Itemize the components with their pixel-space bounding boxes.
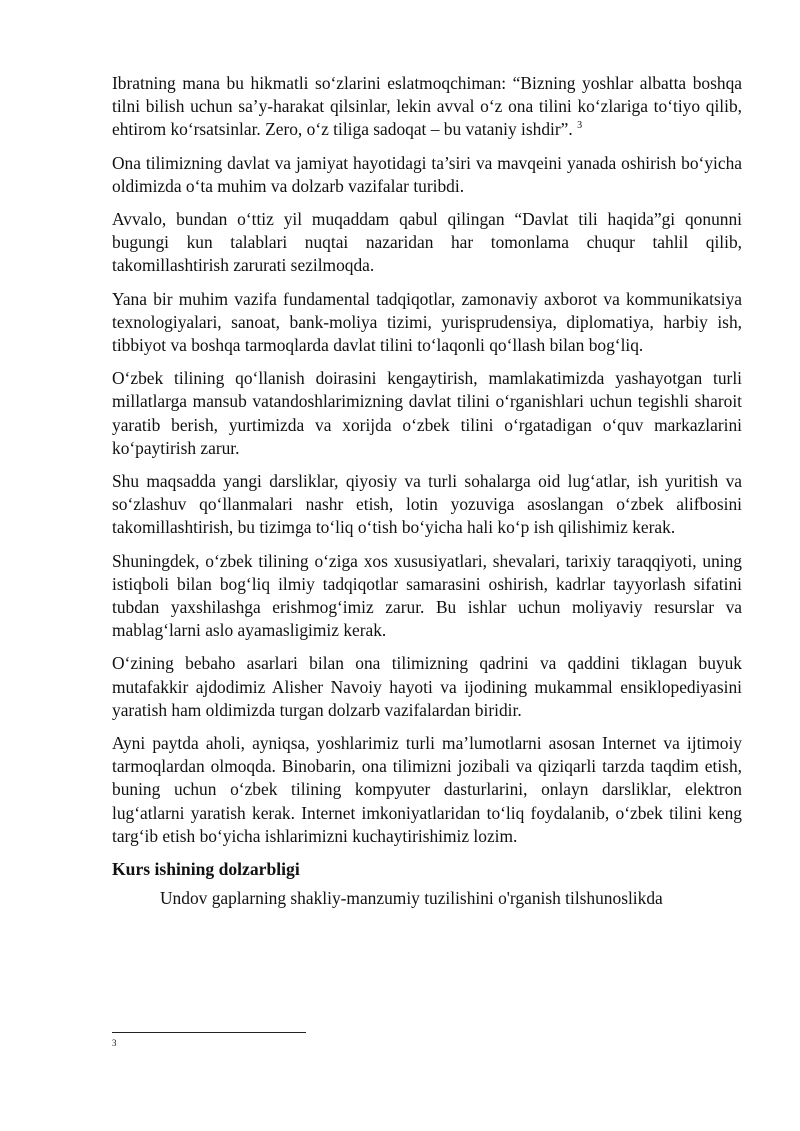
footnote-separator: [112, 1032, 306, 1033]
footnote-reference: 3: [577, 120, 583, 132]
paragraph-1: Ibratning mana bu hikmatli so‘zlarini eslatmoqchiman: “Bizning yoshlar albatta boshqa tilni bilish uchun sa’y-harakat qilsinlar, lekin avval o‘z ona tilini ko‘zlariga to‘tiyo qilib, ehtirom ko‘rsatsinlar. Zero, o‘z tiliga sadoqat – bu vataniy ishdir”. $^3$: [112, 73, 742, 140]
paragraph-6: Shu maqsadda yangi darsliklar, qiyosiy va turli sohalarga oid lug‘atlar, ish yuritish va so‘zlashuv qo‘llanmalari nashr etish, lotin yozuviga asoslangan o‘zbek alifbosini takomillashtirish, bu tizimga to‘liq o‘tish bo‘yicha hali ko‘p ish qilishimiz kerak.: [112, 471, 742, 538]
footnote: 3: [112, 1038, 117, 1048]
section-heading: Kurs ishining dolzarbligi: [112, 859, 300, 880]
paragraph-7: Shuningdek, o‘zbek tilining o‘ziga xos xususiyatlari, shevalari, tarixiy taraqqiyoti, uning istiqboli bilan bog‘liq ilmiy tadqiqotlar samarasini oshirish, kadrlar tayyorlash sifatini tubdan yaxshilashga erishmog‘imiz zarur. Bu ishlar uchun moliyaviy resurslar va mablag‘larni aslo ayamasligimiz kerak.: [112, 550, 742, 641]
section-body-start: Undov gaplarning shakliy-manzumiy tuzilishini o'rganish tilshunoslikda: [160, 888, 663, 909]
paragraph-9: Ayni paytda aholi, ayniqsa, yoshlarimiz turli ma’lumotlarni asosan Internet va ijtimoiy tarmoqlardan olmoqda. Binobarin, ona tilimizni jozibali va qiziqarli tarzda taqdim etish, buning uchun o‘zbek tilining kompyuter dasturlarini, onlayn darsliklar, elektron lug‘atlarni yaratish kerak. Internet imkoniyatlaridan to‘liq foydalanib, o‘zbek tilini keng targ‘ib etish bo‘yicha ishlarimizni kuchaytirishimiz lozim.: [112, 733, 742, 846]
paragraph-8: O‘zining bebaho asarlari bilan ona tilimizning qadrini va qaddini tiklagan buyuk mutafakkir ajdodimiz Alisher Navoiy hayoti va ijodining mukammal ensiklopediyasini yaratish ham oldimizda turgan dolzarb vazifalardan biridir.: [112, 653, 742, 720]
document-page: [112, 72, 742, 911]
paragraph-3: Avvalo, bundan o‘ttiz yil muqaddam qabul qilingan “Davlat tili haqida”gi qonunni bugungi kun talablari nuqtai nazaridan har tomonlama chuqur tahlil qilib, takomillashtirish zarurati sezilmoqda.: [112, 209, 742, 276]
paragraph-2: Ona tilimizning davlat va jamiyat hayotidagi ta’siri va mavqeini yanada oshirish bo‘yicha oldimizda o‘ta muhim va dolzarb vazifalar turibdi.: [112, 152, 742, 196]
paragraph-5: O‘zbek tilining qo‘llanish doirasini kengaytirish, mamlakatimizda yashayotgan turli millatlarga mansub vatandoshlarimizning davlat tilini o‘rganishlari uchun tegishli sharoit yaratib berish, yurtimizda va xorijda o‘zbek tilini o‘rgatadigan o‘quv markazlarini ko‘paytirish zarur.: [112, 368, 742, 458]
paragraph-4: Yana bir muhim vazifa fundamental tadqiqotlar, zamonaviy axborot va kommunikatsiya texnologiyalari, sanoat, bank-moliya tizimi, yurisprudensiya, diplomatiya, harbiy ish, tibbiyot va boshqa tarmoqlarda davlat tilini to‘laqonli qo‘llash bilan bog‘liq.: [112, 288, 742, 356]
